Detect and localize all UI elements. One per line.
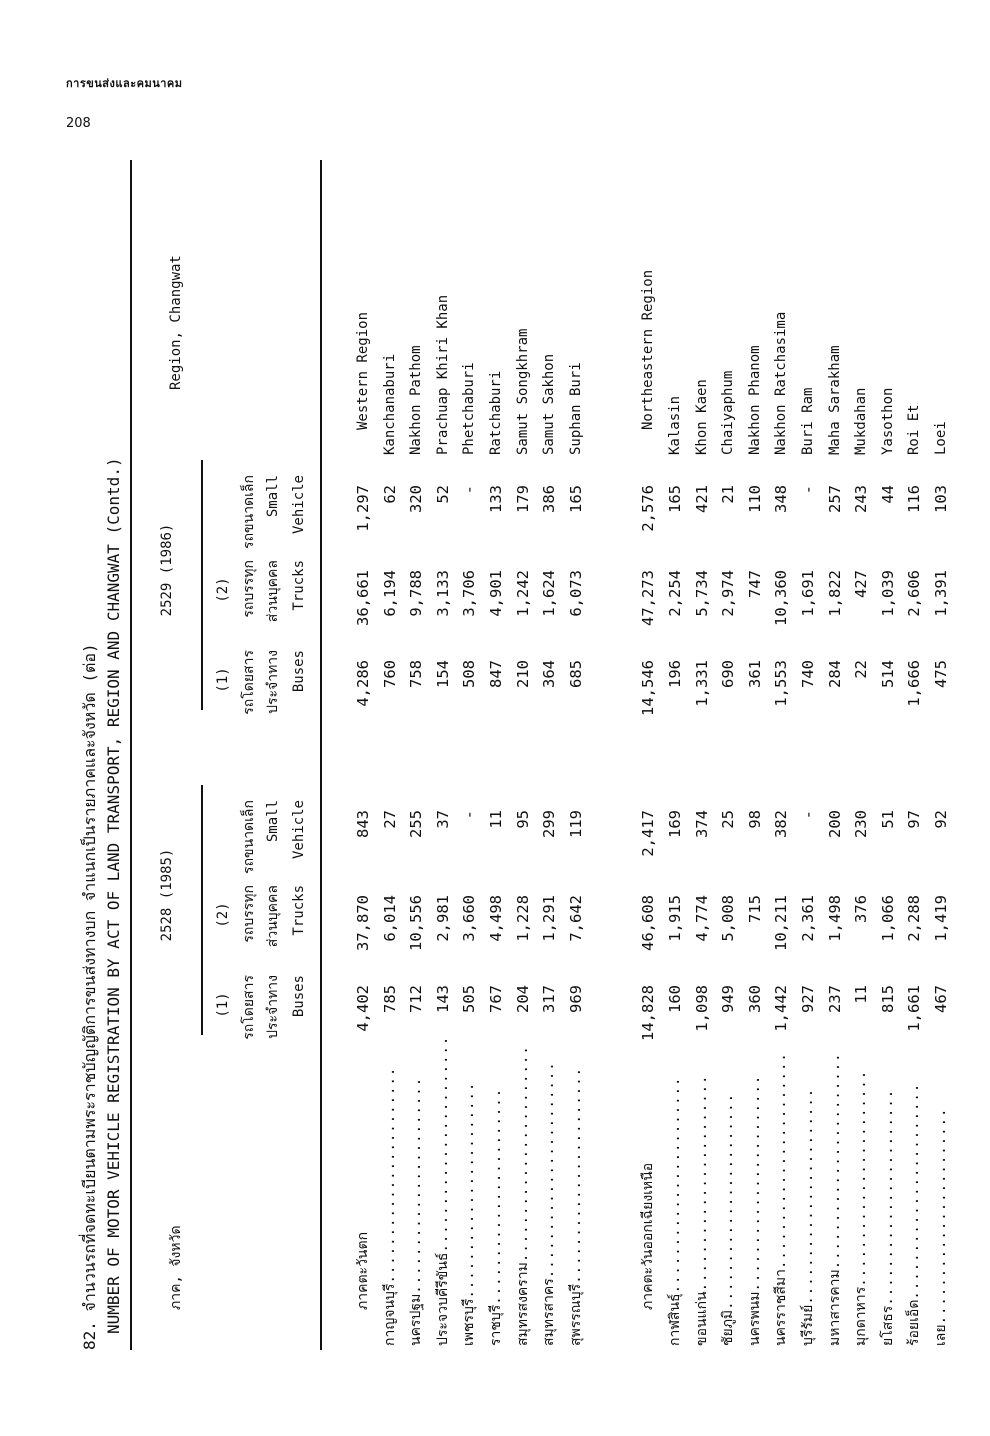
year-header: 2528 (1985) [159,848,175,942]
row-value: 690 [719,660,738,688]
row-value: 1,442 [772,985,791,1032]
column-label-english: Vehicle [291,800,307,860]
column-label-line2: ส่วนบุคคล [265,885,281,948]
row-value: 2,981 [433,895,452,942]
row-label-thai: สมุทรสาคร ..... [542,1061,556,1346]
row-label-english: Loei [933,421,949,455]
row-value: 2,974 [719,570,738,617]
row-value: 740 [799,660,817,688]
column-label-english: Buses [291,975,307,1018]
row-label-thai: ราชบุรี ..... [489,1088,503,1346]
year-underline [201,785,203,1035]
row-value: 685 [566,660,585,688]
region-header-english: Region, Changwat [168,255,184,390]
row-value: 7,642 [566,895,585,942]
row-value: 2,417 [639,810,658,857]
row-value: 1,666 [905,660,924,707]
page-header [66,74,366,131]
row-label-thai: เพชรบุรี ..... [462,1082,476,1346]
row-value: 4,402 [354,985,372,1032]
row-label-thai: ร้อยเอ็ด ..... [907,1083,921,1346]
column-label-english: Vehicle [291,475,307,535]
row-value: 4,498 [487,895,505,942]
row-value: - [799,810,817,820]
row-label-english: Buri Ram [800,387,816,455]
row-value: 843 [354,810,372,838]
row-value: 386 [540,485,559,513]
row-label-thai: สมุทรสงคราม ..... [516,1045,530,1346]
row-label-english: Phetchaburi [461,362,478,455]
top-rule [130,160,132,1350]
row-label-english: Ratchaburi [488,370,504,455]
row-value: 374 [692,810,711,838]
row-value: 4,286 [354,660,372,707]
row-value: 1,822 [825,570,844,617]
row-label-thai: กาฬสินธุ์ ..... [668,1077,682,1346]
column-label-english: Trucks [291,560,307,611]
row-value: 1,297 [354,485,372,532]
column-label-thai: รถโดยสาร [241,650,257,715]
row-label-thai: มหาสารคาม ..... [828,1052,842,1346]
row-value: 37 [433,810,452,829]
row-value: 6,014 [380,895,399,942]
row-value: 52 [433,485,452,504]
row-label-thai: ประจวบคีรีขันธ์ ..... [436,1036,450,1346]
row-value: 97 [905,810,924,829]
row-value: 98 [745,810,764,829]
row-value: 44 [878,485,897,504]
column-label-line2: Small [265,475,281,518]
row-label-thai: ภาคตะวันตก [355,1231,371,1310]
row-value: 165 [666,485,684,513]
row-value: 6,073 [566,570,585,617]
row-value: 9,788 [407,570,426,617]
row-label-english: Mukdahan [853,387,870,455]
row-label-english: Suphan Buri [567,362,584,455]
row-value: 257 [825,485,844,513]
row-label-english: Nakhon Ratchasima [773,311,790,455]
column-number: (2) [215,577,231,603]
row-value: 284 [825,660,844,688]
row-value: 927 [799,985,817,1013]
row-value: 3,660 [460,895,479,942]
row-label-english: Western Region [355,311,371,430]
table-title-english: NUMBER OF MOTOR VEHICLE REGISTRATION BY ACT OF LAND TRANSPORT, REGION AND CHANGWAT (Contd.) [104,457,123,1334]
row-value: 949 [719,985,738,1013]
row-value: 1,066 [878,895,897,942]
row-label-thai: นครปฐม ..... [409,1077,423,1346]
row-value: 2,254 [666,570,684,617]
row-value: 1,391 [932,570,950,617]
row-value: 299 [540,810,559,838]
row-value: 47,273 [639,570,658,626]
row-value: 320 [407,485,426,513]
row-value: 10,556 [407,895,426,951]
row-value: 317 [540,985,559,1013]
row-value: 204 [513,985,532,1013]
row-value: 133 [487,485,505,513]
row-label-english: Prachuap Khiri Khan [434,294,451,455]
row-label-thai: ขอนแก่น ..... [695,1075,709,1347]
column-label-line2: ประจำทาง [265,975,281,1039]
row-value: 22 [852,660,871,679]
column-label-english: Trucks [291,885,307,936]
row-value: 427 [852,570,871,598]
row-value: 421 [692,485,711,513]
row-value: 1,331 [692,660,711,707]
row-value: 3,706 [460,570,479,617]
row-label-thai: นครราชสีมา ..... [774,1052,788,1346]
row-value: 382 [772,810,791,838]
row-label-english: Chaiyaphum [720,370,737,455]
row-value: 1,661 [905,985,924,1032]
page-number: 208 [66,116,91,131]
row-value: 243 [852,485,871,513]
row-value: 103 [932,485,950,513]
column-label-line2: ประจำทาง [265,650,281,714]
row-value: 119 [566,810,585,838]
row-value: 14,828 [639,985,658,1041]
row-value: 200 [825,810,844,838]
row-value: 1,419 [932,895,950,942]
row-value: 2,361 [799,895,817,942]
row-value: 376 [852,895,871,923]
row-value: 505 [460,985,479,1013]
row-value: 712 [407,985,426,1013]
row-value: 92 [932,810,950,829]
row-label-english: Maha Sarakham [826,345,843,455]
row-label-thai: ชัยภูมิ ..... [721,1093,735,1346]
column-label-thai: รถบรรทุก [241,885,257,943]
row-label-thai: มุกดาหาร ..... [854,1070,868,1346]
row-label-thai: นครพนม ..... [748,1075,762,1346]
row-value: 143 [433,985,452,1013]
row-value: - [460,810,479,820]
row-label-thai: บุรีรัมย์ ..... [801,1088,815,1346]
row-value: 4,774 [692,895,711,942]
row-value: 1,291 [540,895,559,942]
row-value: 110 [745,485,764,513]
row-value: 969 [566,985,585,1013]
row-value: 758 [407,660,426,688]
column-number: (1) [215,667,231,693]
column-label-thai: รถขนาดเล็ก [241,475,257,549]
row-value: 360 [745,985,764,1013]
region-header-thai: ภาค, จังหวัด [168,1225,184,1310]
row-value: 747 [745,570,764,598]
column-label-thai: รถโดยสาร [241,975,257,1040]
row-label-english: Khon Kaen [693,379,710,455]
row-value: 10,360 [772,570,791,626]
column-number: (2) [215,902,231,928]
row-label-english: Yasothon [879,387,896,455]
column-label-line2: ส่วนบุคคล [265,560,281,623]
row-value: 2,606 [905,570,924,617]
row-value: 1,039 [878,570,897,617]
row-value: 95 [513,810,532,829]
row-value: 1,098 [692,985,711,1032]
row-value: 1,242 [513,570,532,617]
row-value: 25 [719,810,738,829]
row-value: 475 [932,660,950,688]
row-value: 1,691 [799,570,817,617]
row-value: 2,576 [639,485,658,532]
row-label-thai: เลย ..... [934,1108,948,1346]
row-label-thai: สุพรรณบุรี ..... [569,1067,583,1346]
running-head: การขนส่งและคมนาคม [66,77,183,90]
row-value: 1,624 [540,570,559,617]
row-label-thai: ยโสธร ..... [881,1089,895,1346]
row-label-thai: ภาคตะวันออกเฉียงเหนือ [640,1162,657,1310]
row-value: 10,211 [772,895,791,951]
row-value: 62 [380,485,399,504]
row-value: 5,734 [692,570,711,617]
row-value: 154 [433,660,452,688]
row-value: 364 [540,660,559,688]
row-value: 5,008 [719,895,738,942]
row-value: 6,194 [380,570,399,617]
row-value: 237 [825,985,844,1013]
row-value: 37,870 [354,895,372,951]
row-value: 179 [513,485,532,513]
row-value: 767 [487,985,505,1013]
row-value: 4,901 [487,570,505,617]
row-value: 785 [380,985,399,1013]
rotated-table [66,160,950,1350]
row-value: 46,608 [639,895,658,951]
row-value: - [799,485,817,495]
header-rule [320,160,322,1350]
row-label-english: Nakhon Pathom [408,345,425,455]
row-label-english: Kalasin [667,395,683,455]
row-value: 514 [878,660,897,688]
column-label-english: Buses [291,650,307,693]
row-value: 21 [719,485,738,504]
column-label-thai: รถบรรทุก [241,560,257,618]
row-value: 1,498 [825,895,844,942]
row-value: 815 [878,985,897,1013]
row-label-english: Nakhon Phanom [746,345,763,455]
row-value: 1,553 [772,660,791,707]
row-value: 11 [852,985,871,1004]
row-value: 14,546 [639,660,658,716]
row-value: 196 [666,660,684,688]
row-value: 51 [878,810,897,829]
column-number: (1) [215,992,231,1018]
row-label-thai: กาญจนบุรี ..... [383,1067,397,1346]
row-value: - [460,485,479,495]
row-value: 160 [666,985,684,1013]
row-label-english: Samut Songkhram [514,328,531,455]
row-value: 715 [745,895,764,923]
row-value: 2,288 [905,895,924,942]
row-value: 169 [666,810,684,838]
row-value: 165 [566,485,585,513]
table-title-thai: 82. จำนวนรถที่จดทะเบียนตามพระราชบัญญัติการขนส่งทางบก จำแนกเป็นรายภาคและจังหวัด (ต่อ) [80,643,99,1350]
row-value: 760 [380,660,399,688]
row-value: 508 [460,660,479,688]
row-label-english: Kanchanaburi [381,353,398,455]
row-value: 36,661 [354,570,372,626]
row-value: 348 [772,485,791,513]
column-label-line2: Small [265,800,281,843]
year-header: 2529 (1986) [159,523,175,617]
row-value: 230 [852,810,871,838]
row-value: 1,915 [666,895,684,942]
row-value: 467 [932,985,950,1013]
row-value: 210 [513,660,532,688]
row-label-english: Roi Et [906,404,923,455]
row-value: 847 [487,660,505,688]
column-label-thai: รถขนาดเล็ก [241,800,257,874]
row-value: 27 [380,810,399,829]
row-value: 255 [407,810,426,838]
row-value: 361 [745,660,764,688]
row-value: 1,228 [513,895,532,942]
row-value: 116 [905,485,924,513]
row-value: 3,133 [433,570,452,617]
row-value: 11 [487,810,505,829]
row-label-english: Northeastern Region [640,269,657,430]
row-label-english: Samut Sakhon [541,353,558,455]
year-underline [201,460,203,710]
